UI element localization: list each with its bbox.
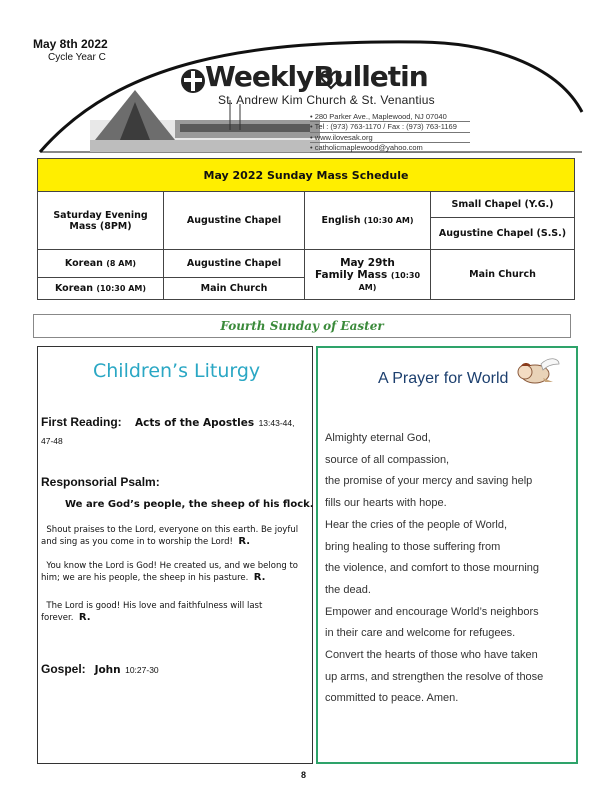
psalm-verse-3: The Lord is good! His love and faithfulness will last forever. R.: [41, 601, 263, 623]
prayer-line: in their care and welcome for refugees.: [325, 627, 516, 640]
prayer-line: Almighty eternal God,: [325, 432, 431, 444]
korean-8am: Korean (8 AM): [38, 250, 164, 278]
psalm-verse-1: Shout praises to the Lord, everyone on this earth. Be joyful and sing as you come in to worship the Lord! R.: [41, 525, 299, 547]
email-line: • catholicmaplewood@yahoo.com: [310, 143, 470, 153]
english-mass: English (10:30 AM): [305, 192, 431, 250]
website-line: • www.ilovesak.org: [310, 133, 470, 143]
psalm-verse-2: You know the Lord is God! He created us, and we belong to him; we are his people, the sheep in his pasture. R.: [41, 561, 298, 583]
liturgical-banner: Fourth Sunday of Easter: [33, 314, 571, 338]
psalm-label: Responsorial Psalm:: [41, 475, 160, 489]
prayer-line: the violence, and comfort to those mourning: [325, 562, 540, 575]
bulletin-date: May 8th 2022: [33, 37, 108, 51]
parish-name: St. Andrew Kim Church & St. Venantius: [218, 93, 435, 107]
cycle-year: Cycle Year C: [48, 52, 106, 63]
prayer-title: A Prayer for World: [378, 370, 509, 387]
address-line: • 280 Parker Ave., Maplewood, NJ 07040: [310, 112, 470, 122]
korean-1030-place: Main Church: [164, 278, 305, 300]
mass-schedule: [37, 158, 575, 300]
prayer-line: Hear the cries of the people of World,: [325, 518, 508, 531]
small-chapel: Small Chapel (Y.G.): [431, 192, 575, 218]
first-reading: First Reading: Acts of the Apostles 13:43-44, 47-48: [41, 415, 295, 446]
bulletin-logo-title: WeeklyBulletin: [205, 60, 428, 93]
may29-place: Main Church: [431, 250, 575, 300]
psalm-response: We are God’s people, the sheep of his flock.: [65, 499, 314, 510]
prayer-line: committed to peace. Amen.: [325, 692, 459, 705]
childrens-liturgy-title: Children’s Liturgy: [93, 360, 261, 382]
prayer-line: up arms, and strengthen the resolve of those: [325, 670, 544, 683]
page-number: 8: [301, 770, 307, 780]
heart-icon: [320, 70, 342, 90]
prayer-line: the promise of your mercy and saving help: [325, 475, 533, 488]
korean-8am-place: Augustine Chapel: [164, 250, 305, 278]
phone-line: • Tel : (973) 763-1170 / Fax : (973) 763-1169: [310, 122, 470, 132]
prayer-line: Convert the hearts of those who have taken: [325, 649, 538, 662]
saturday-label: Saturday Evening Mass (8PM): [38, 192, 164, 250]
gospel: Gospel: John 10:27-30: [41, 662, 159, 676]
prayer-text: [325, 428, 570, 710]
may29-family-mass: May 29th Family Mass (10:30 AM): [305, 250, 431, 300]
prayer-line: source of all compassion,: [325, 453, 450, 466]
saturday-place: Augustine Chapel: [164, 192, 305, 250]
prayer-line: bring healing to those suffering from: [325, 540, 501, 553]
prayer-line: the dead.: [325, 583, 371, 596]
augustine-ss: Augustine Chapel (S.S.): [431, 218, 575, 250]
angel-icon: [513, 354, 563, 386]
korean-1030: Korean (10:30 AM): [38, 278, 164, 300]
church-photo: [90, 80, 320, 152]
schedule-title: May 2022 Sunday Mass Schedule: [38, 159, 575, 192]
contact-info: [310, 112, 470, 153]
childrens-liturgy-box: [37, 346, 313, 764]
prayer-line: fills our hearts with hope.: [325, 497, 447, 510]
prayer-line: Empower and encourage World’s neighbors: [325, 605, 539, 618]
